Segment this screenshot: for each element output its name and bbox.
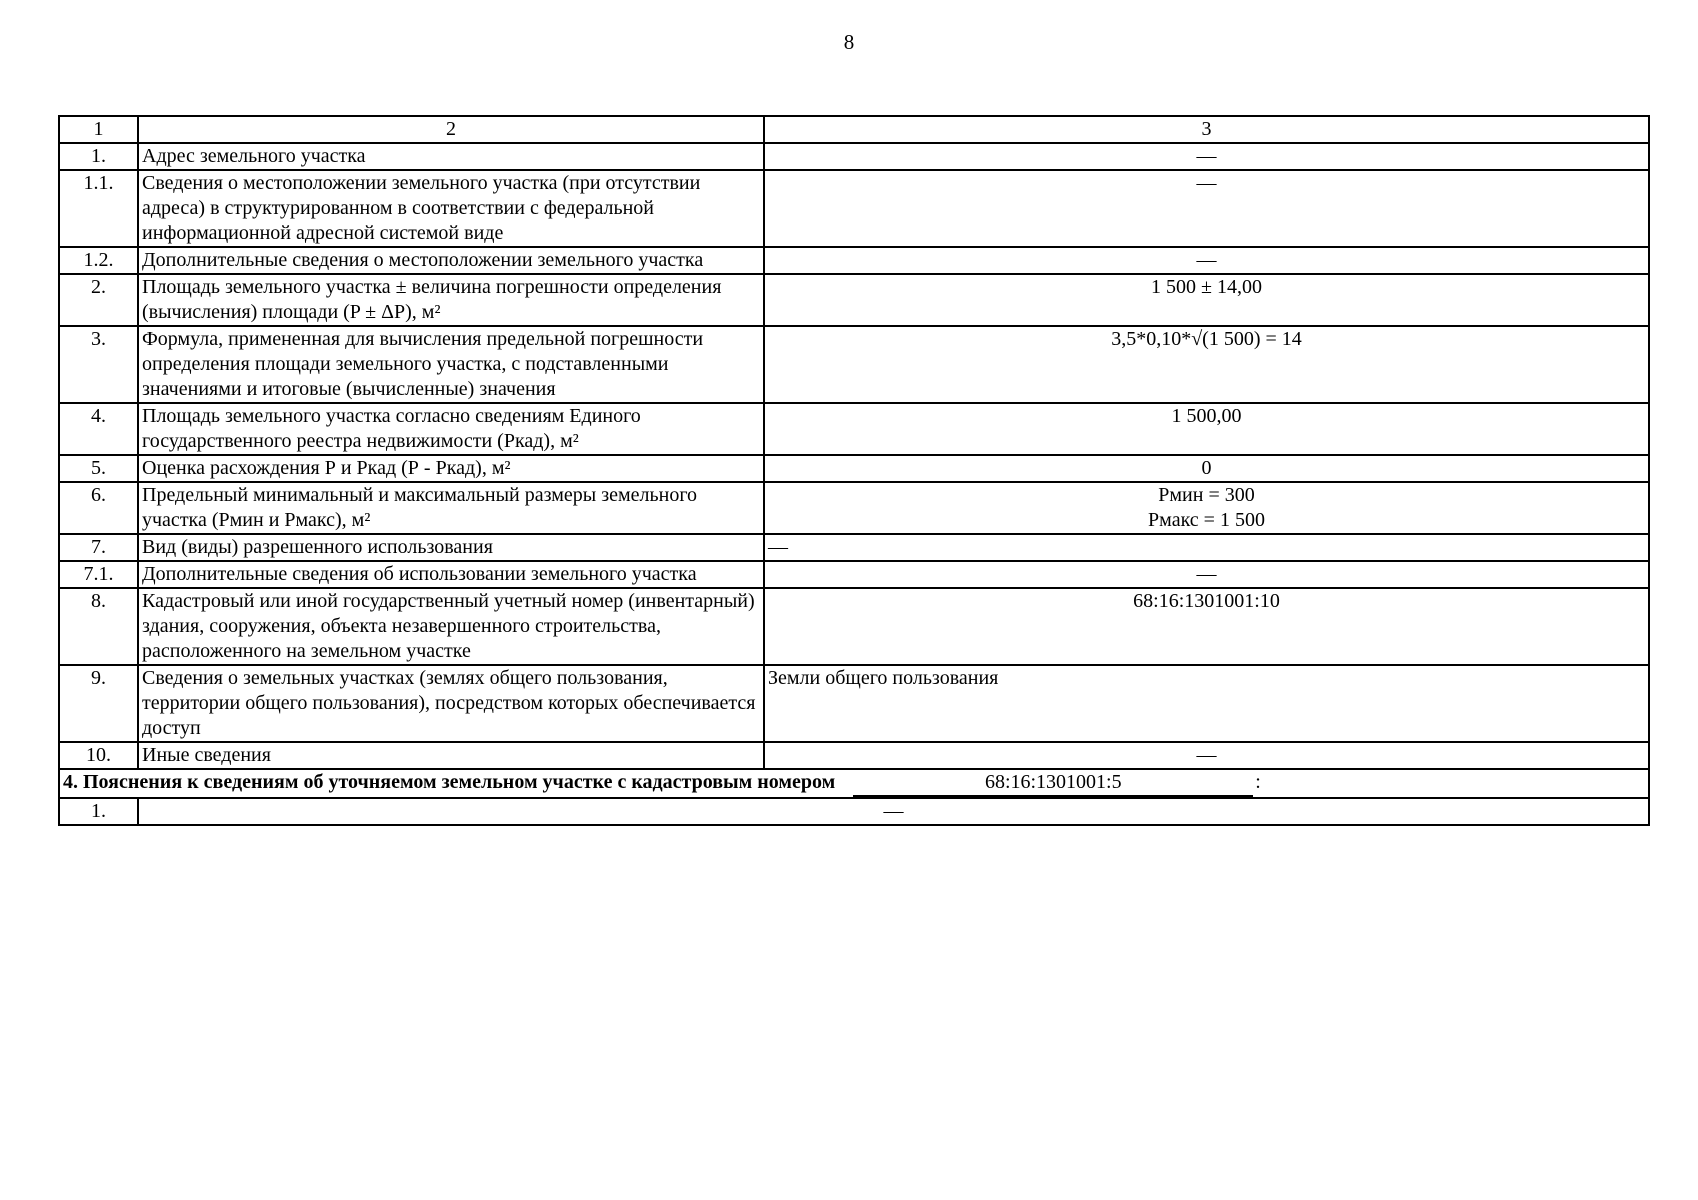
table-row bbox=[59, 326, 1649, 403]
row-number: 9. bbox=[59, 665, 138, 742]
table-row bbox=[59, 742, 1649, 769]
row-number: 1. bbox=[59, 798, 138, 825]
row-value bbox=[764, 482, 1649, 534]
row-value: Земли общего пользования bbox=[764, 665, 1649, 742]
row-value: — bbox=[764, 534, 1649, 561]
table-row bbox=[59, 247, 1649, 274]
land-plot-info-table bbox=[58, 115, 1650, 826]
row-label: Формула, примененная для вычисления предельной погрешности определения площади земельного участка, с подставленными значениями и итоговые (вычисленные) значения bbox=[138, 326, 764, 403]
row-label: Кадастровый или иной государственный учетный номер (инвентарный) здания, сооружения, объекта незавершенного строительства, расположенного на земельном участке bbox=[138, 588, 764, 665]
row-number: 3. bbox=[59, 326, 138, 403]
row-label: Предельный минимальный и максимальный размеры земельного участка (Рмин и Рмакс), м² bbox=[138, 482, 764, 534]
row-value: — bbox=[764, 143, 1649, 170]
table-row bbox=[59, 561, 1649, 588]
row-label: Площадь земельного участка согласно сведениям Единого государственного реестра недвижимости (Ркад), м² bbox=[138, 403, 764, 455]
row-number: 6. bbox=[59, 482, 138, 534]
section-4-heading-row bbox=[59, 769, 1649, 798]
section-4-cadastral-number: 68:16:1301001:5 bbox=[853, 770, 1253, 797]
row-label: Сведения о местоположении земельного участка (при отсутствии адреса) в структурированном в соответствии с федеральной информационной адресной системой виде bbox=[138, 170, 764, 247]
page-number: 8 bbox=[843, 30, 855, 54]
row-label: Иные сведения bbox=[138, 742, 764, 769]
row-value: 68:16:1301001:10 bbox=[764, 588, 1649, 665]
section-4-colon: : bbox=[1255, 771, 1261, 793]
table-row bbox=[59, 588, 1649, 665]
row-number: 2. bbox=[59, 274, 138, 326]
table-row bbox=[59, 665, 1649, 742]
row-value: — bbox=[764, 742, 1649, 769]
row-number: 5. bbox=[59, 455, 138, 482]
table-row bbox=[59, 403, 1649, 455]
row-label: Вид (виды) разрешенного использования bbox=[138, 534, 764, 561]
row-value: — bbox=[138, 798, 1649, 825]
table-header-row bbox=[59, 116, 1649, 143]
max-size-value: Рмакс = 1 500 bbox=[1148, 509, 1265, 531]
table-row bbox=[59, 455, 1649, 482]
table-row bbox=[59, 534, 1649, 561]
table-row bbox=[59, 170, 1649, 247]
row-number: 1.2. bbox=[59, 247, 138, 274]
section-4-heading bbox=[59, 769, 1649, 798]
row-number: 1. bbox=[59, 143, 138, 170]
row-number: 7.1. bbox=[59, 561, 138, 588]
row-number: 4. bbox=[59, 403, 138, 455]
row-value: 1 500,00 bbox=[764, 403, 1649, 455]
table-row bbox=[59, 482, 1649, 534]
row-number: 1.1. bbox=[59, 170, 138, 247]
row-value: — bbox=[764, 247, 1649, 274]
header-col-3: 3 bbox=[764, 116, 1649, 143]
row-value: 1 500 ± 14,00 bbox=[764, 274, 1649, 326]
row-number: 10. bbox=[59, 742, 138, 769]
row-value: 0 bbox=[764, 455, 1649, 482]
row-label: Площадь земельного участка ± величина погрешности определения (вычисления) площади (P ± ΔP), м² bbox=[138, 274, 764, 326]
table-row bbox=[59, 274, 1649, 326]
table-row bbox=[59, 798, 1649, 825]
row-label: Дополнительные сведения о местоположении земельного участка bbox=[138, 247, 764, 274]
min-size-value: Рмин = 300 bbox=[1158, 484, 1255, 506]
row-value: — bbox=[764, 170, 1649, 247]
row-value: — bbox=[764, 561, 1649, 588]
row-number: 8. bbox=[59, 588, 138, 665]
row-label: Дополнительные сведения об использовании земельного участка bbox=[138, 561, 764, 588]
table-row bbox=[59, 143, 1649, 170]
header-col-1: 1 bbox=[59, 116, 138, 143]
row-label: Оценка расхождения Р и Ркад (Р - Ркад), м² bbox=[138, 455, 764, 482]
row-value: 3,5*0,10*√(1 500) = 14 bbox=[764, 326, 1649, 403]
row-label: Сведения о земельных участках (землях общего пользования, территории общего пользования), посредством которых обеспечивается доступ bbox=[138, 665, 764, 742]
header-col-2: 2 bbox=[138, 116, 764, 143]
section-4-title: 4. Пояснения к сведениям об уточняемом земельном участке с кадастровым номером bbox=[63, 771, 836, 793]
row-label: Адрес земельного участка bbox=[138, 143, 764, 170]
row-number: 7. bbox=[59, 534, 138, 561]
